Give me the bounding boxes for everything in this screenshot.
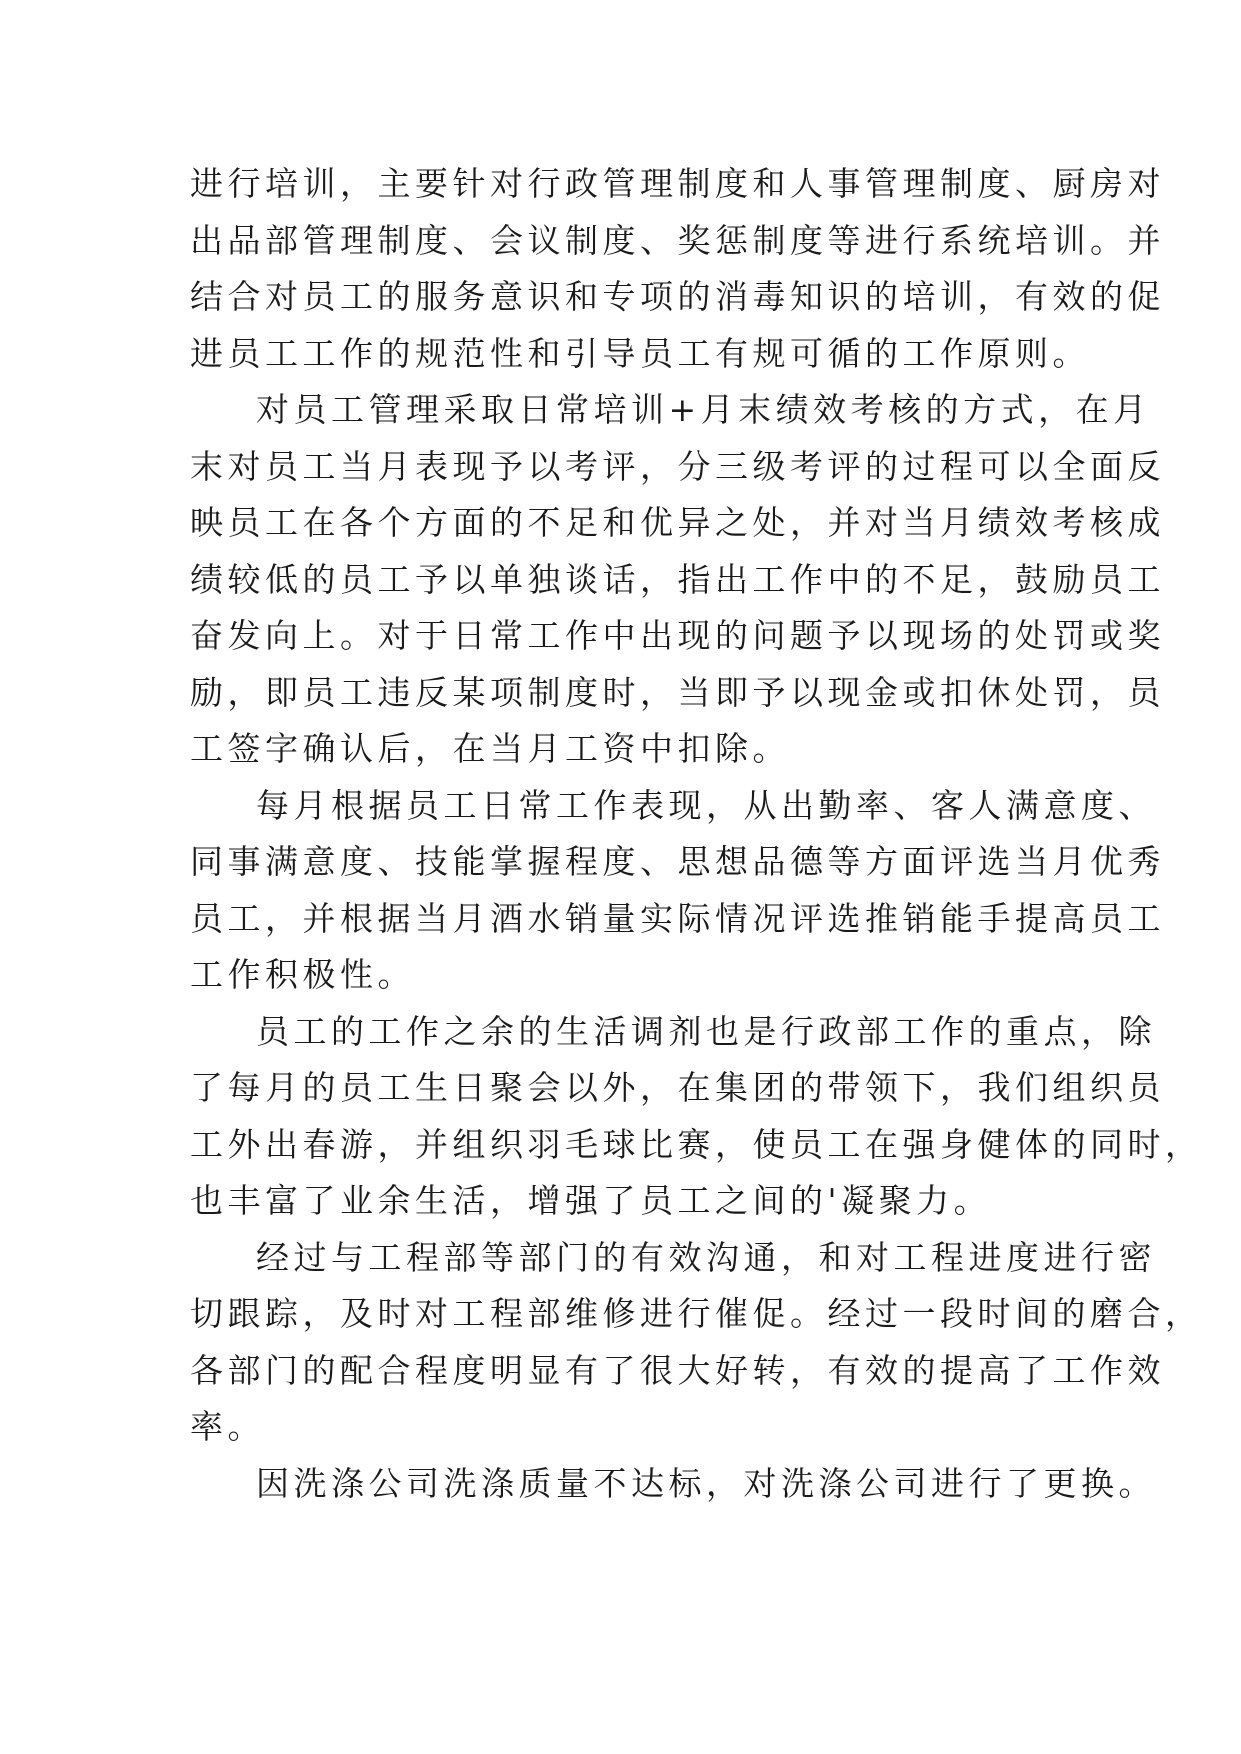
paragraph (190, 1230, 1203, 1456)
paragraph (190, 778, 1165, 1004)
text-line: 进行培训，主要针对行政管理制度和人事管理制度、厨房对 (190, 164, 1165, 203)
text-line: 同事满意度、技能掌握程度、思想品德等方面评选当月优秀 (190, 842, 1165, 881)
text-line: 员工的工作之余的生活调剂也是行政部工作的重点，除 (256, 1011, 1156, 1051)
paragraph (190, 382, 1165, 778)
text-line: 出品部管理制度、会议制度、奖惩制度等进行系统培训。并 (190, 220, 1165, 260)
text-line: 励，即员工违反某项制度时，当即予以现金或扣休处罚，员 (190, 672, 1165, 712)
text-line: 工外出春游，并组织羽毛球比赛，使员工在强身健体的同时， (190, 1124, 1203, 1164)
text-line: 结合对员工的服务意识和专项的消毒知识的培训，有效的促 (190, 277, 1165, 316)
paragraph (190, 1004, 1203, 1230)
text-line: 经过与工程部等部门的有效沟通，和对工程进度进行密 (256, 1237, 1156, 1277)
text-line: 每月根据员工日常工作表现，从出勤率、客人满意度、 (256, 785, 1156, 825)
text-line: 绩较低的员工予以单独谈话，指出工作中的不足，鼓励员工 (190, 559, 1165, 599)
text-line: 各部门的配合程度明显有了很大好转，有效的提高了工作效 (190, 1350, 1165, 1390)
text-line: 映员工在各个方面的不足和优异之处，并对当月绩效考核成 (190, 503, 1165, 542)
paragraph (190, 1456, 1156, 1513)
text-line: 因洗涤公司洗涤质量不达标，对洗涤公司进行了更换。 (256, 1463, 1156, 1503)
text-line: 末对员工当月表现予以考评，分三级考评的过程可以全面反 (190, 446, 1165, 486)
text-line: 也丰富了业余生活，增强了员工之间的'凝聚力。 (190, 1181, 992, 1220)
text-line: 奋发向上。对于日常工作中出现的问题予以现场的处罚或奖 (190, 616, 1165, 655)
text-line: 对员工管理采取日常培训+月末绩效考核的方式，在月 (256, 390, 1151, 429)
text-line: 了每月的员工生日聚会以外，在集团的带领下，我们组织员 (190, 1068, 1165, 1107)
text-line: 工签字确认后，在当月工资中扣除。 (190, 729, 790, 768)
document-body (190, 156, 1203, 1512)
text-line: 切跟踪，及时对工程部维修进行催促。经过一段时间的磨合， (190, 1294, 1203, 1333)
text-line: 工作积极性。 (190, 955, 415, 994)
text-line: 率。 (190, 1407, 265, 1446)
paragraph (190, 156, 1165, 382)
text-line: 员工，并根据当月酒水销量实际情况评选推销能手提高员工 (190, 898, 1165, 938)
text-line: 进员工工作的规范性和引导员工有规可循的工作原则。 (190, 333, 1090, 373)
